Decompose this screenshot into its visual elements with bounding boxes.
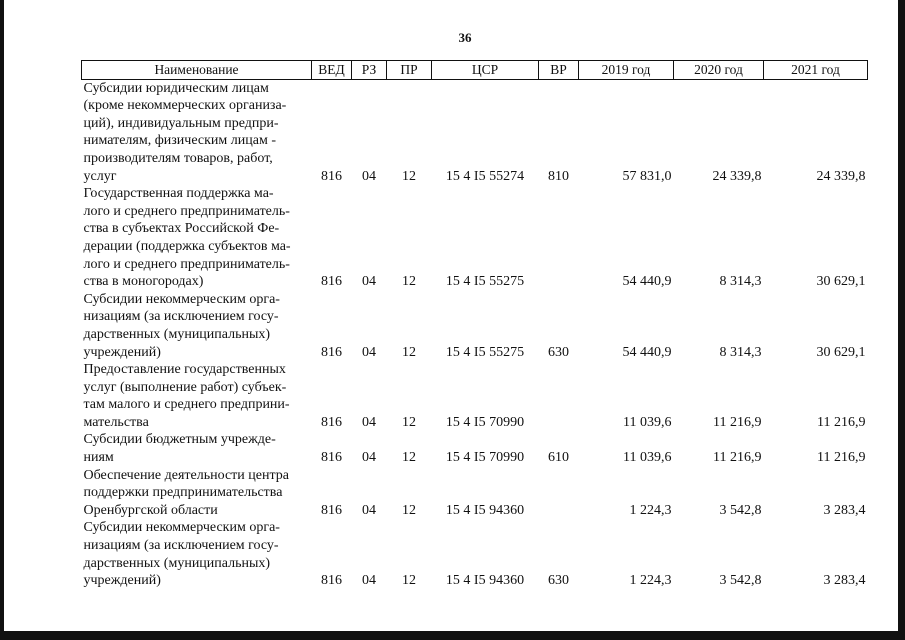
scan-border-right [898,0,905,640]
name-line: Субсидии юридическим лицам [83,80,269,96]
name-line: ства в субъектах Российской Фе- [83,221,280,237]
cell-2021: 24 339,8 [816,168,866,184]
name-line: (кроме некоммерческих организа- [83,98,287,114]
cell-pr: 12 [402,168,416,184]
cell-vr [539,361,579,431]
header-csr: ЦСР [432,61,539,80]
cell-pr: 12 [402,274,416,290]
name-line: дерации (поддержка субъектов ма- [83,238,291,254]
table-row [82,291,868,361]
name-line: ций), индивидуальным предпри- [83,115,279,131]
scan-border-left [0,0,4,640]
cell-name [82,185,312,291]
cell-2019: 1 224,3 [629,502,672,518]
cell-vr: 610 [548,450,569,466]
name-line: учреждений) [83,344,161,360]
name-line: мательства [83,414,149,430]
cell-name [82,79,312,185]
name-line: лого и среднего предприниматель- [83,256,290,272]
cell-ved: 816 [321,450,342,466]
header-2020: 2020 год [674,61,764,80]
scan-border-bottom [0,631,905,640]
cell-csr: 15 4 I5 55275 [445,274,525,290]
cell-name [82,361,312,431]
cell-vr: 810 [548,168,569,184]
cell-csr: 15 4 I5 70990 [445,414,525,430]
cell-2021: 30 629,1 [816,344,866,360]
cell-name [82,431,312,466]
cell-ved: 816 [321,344,342,360]
header-2019: 2019 год [579,61,674,80]
name-line: Оренбургской области [83,502,218,518]
cell-2020: 3 542,8 [719,502,762,518]
cell-ved: 816 [321,274,342,290]
name-line: ства в моногородах) [83,274,204,290]
cell-pr: 12 [402,450,416,466]
cell-2021: 3 283,4 [823,573,866,589]
cell-name [82,467,312,520]
table-row [82,431,868,466]
cell-rz: 04 [362,168,376,184]
cell-name [82,519,312,589]
name-line: поддержки предпринимательства [83,485,283,501]
table-row [82,361,868,431]
cell-ved: 816 [321,573,342,589]
cell-pr: 12 [402,344,416,360]
cell-vr [539,467,579,520]
cell-vr [539,185,579,291]
cell-2019: 11 039,6 [623,414,672,430]
header-ved: ВЕД [312,61,352,80]
name-line: нимателям, физическим лицам - [83,133,276,149]
name-line: учреждений) [83,573,161,589]
name-line: Субсидии бюджетным учрежде- [83,432,276,448]
name-line: Государственная поддержка ма- [83,186,274,202]
name-line: низациям (за исключением госу- [83,309,279,325]
cell-rz: 04 [362,274,376,290]
table-body [82,79,868,590]
name-line: низациям (за исключением госу- [83,538,279,554]
header-vr: ВР [539,61,579,80]
cell-ved: 816 [321,502,342,518]
cell-2020: 11 216,9 [713,450,762,466]
header-pr: ПР [387,61,432,80]
table-row [82,519,868,589]
cell-rz: 04 [362,344,376,360]
name-line: ниям [83,450,114,466]
cell-name [82,291,312,361]
cell-ved: 816 [321,414,342,430]
cell-2021: 3 283,4 [823,502,866,518]
cell-rz: 04 [362,414,376,430]
cell-2019: 1 224,3 [629,573,672,589]
cell-pr: 12 [402,502,416,518]
name-line: Предоставление государственных [83,362,286,378]
cell-2020: 11 216,9 [713,414,762,430]
cell-rz: 04 [362,502,376,518]
cell-2020: 3 542,8 [719,573,762,589]
cell-2020: 8 314,3 [719,274,762,290]
cell-2021: 30 629,1 [816,274,866,290]
table-row [82,185,868,291]
budget-table [81,60,868,590]
name-line: услуг [83,168,117,184]
cell-2020: 24 339,8 [712,168,762,184]
header-rz: РЗ [352,61,387,80]
cell-2020: 8 314,3 [719,344,762,360]
cell-csr: 15 4 I5 70990 [445,450,525,466]
name-line: дарственных (муниципальных) [83,555,271,571]
cell-csr: 15 4 I5 94360 [445,573,525,589]
cell-rz: 04 [362,450,376,466]
page-number: 36 [458,30,472,45]
header-name: Наименование [82,61,312,80]
cell-2021: 11 216,9 [817,414,866,430]
cell-ved: 816 [321,168,342,184]
table-header-row [82,61,868,80]
cell-pr: 12 [402,573,416,589]
cell-2019: 54 440,9 [622,344,672,360]
cell-pr: 12 [402,414,416,430]
cell-csr: 15 4 I5 94360 [445,502,525,518]
table-row [82,467,868,520]
header-2021: 2021 год [764,61,868,80]
name-line: дарственных (муниципальных) [83,326,271,342]
cell-rz: 04 [362,573,376,589]
cell-csr: 15 4 I5 55275 [445,344,525,360]
cell-csr: 15 4 I5 55274 [445,168,525,184]
cell-2019: 54 440,9 [622,274,672,290]
cell-2021: 11 216,9 [817,450,866,466]
name-line: Субсидии некоммерческим орга- [83,291,280,307]
name-line: лого и среднего предприниматель- [83,203,290,219]
name-line: там малого и среднего предприни- [83,397,290,413]
table-row [82,79,868,185]
name-line: производителям товаров, работ, [83,150,273,166]
cell-2019: 57 831,0 [622,168,672,184]
cell-2019: 11 039,6 [623,450,672,466]
name-line: Обеспечение деятельности центра [83,467,289,483]
cell-vr: 630 [548,344,569,360]
name-line: Субсидии некоммерческим орга- [83,520,280,536]
cell-vr: 630 [548,573,569,589]
name-line: услуг (выполнение работ) субъек- [83,379,287,395]
